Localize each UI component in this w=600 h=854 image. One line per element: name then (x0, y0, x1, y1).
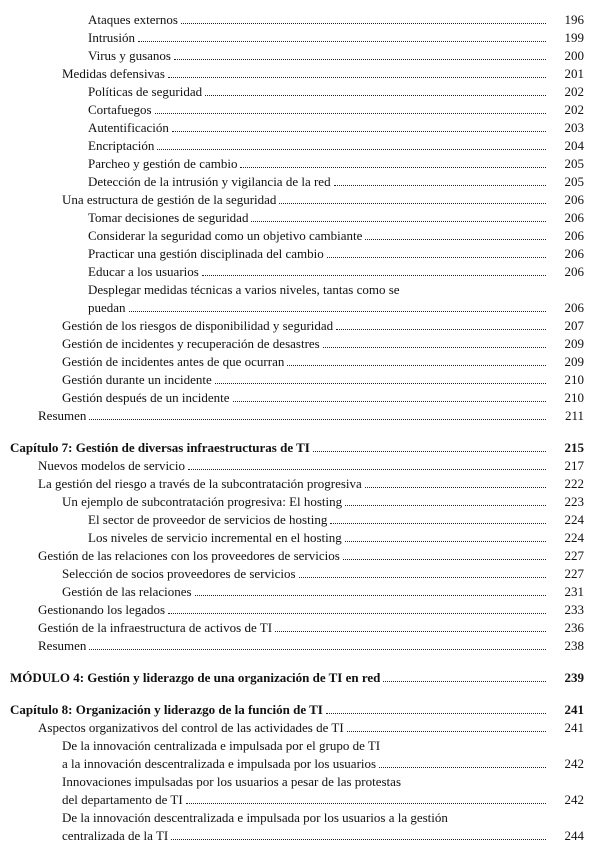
dot-leader (323, 347, 546, 348)
toc-page-number: 215 (564, 440, 584, 455)
dot-leader (186, 803, 546, 804)
dot-leader (334, 185, 546, 186)
toc-entry-title: Políticas de seguridad (88, 84, 203, 99)
dot-leader (157, 149, 546, 150)
toc-entry (0, 736, 600, 754)
toc-entry (0, 456, 600, 474)
toc-entry (0, 668, 600, 686)
toc-entry-title: Medidas defensivas (62, 66, 165, 81)
toc-page-number: 202 (564, 102, 584, 117)
toc-entry (0, 474, 600, 492)
dot-leader (345, 541, 546, 542)
toc-entry-title: El sector de proveedor de servicios de hosting (88, 512, 328, 527)
dot-leader (155, 113, 546, 114)
toc-page-number: 196 (564, 12, 584, 27)
toc-entry (0, 438, 600, 456)
toc-entry (0, 528, 600, 546)
toc-page-number: 231 (564, 584, 584, 599)
toc-entry-title: puedan (88, 300, 126, 315)
toc-page-number: 242 (564, 792, 584, 807)
toc-entry-title: Una estructura de gestión de la seguridad (62, 192, 277, 207)
dot-leader (330, 523, 546, 524)
toc-entry (0, 208, 600, 226)
toc-entry-title: Capítulo 8: Organización y liderazgo de la función de TI (10, 702, 323, 717)
toc-entry (0, 582, 600, 600)
toc-entry (0, 388, 600, 406)
toc-entry-title: Encriptación (88, 138, 155, 153)
toc-entry (0, 370, 600, 388)
toc-page-number: 210 (564, 390, 584, 405)
toc-page-number: 202 (564, 84, 584, 99)
toc-entry (0, 352, 600, 370)
toc-entry (0, 636, 600, 654)
dot-leader (383, 681, 546, 682)
toc-entry (0, 136, 600, 154)
toc-entry (0, 334, 600, 352)
dot-leader (343, 559, 546, 560)
toc-entry-title: Parcheo y gestión de cambio (88, 156, 238, 171)
toc-entry (0, 28, 600, 46)
toc-entry-title: Selección de socios proveedores de servicios (62, 566, 296, 581)
toc-entry-title: Autentificación (88, 120, 169, 135)
toc-entry-title: MÓDULO 4: Gestión y liderazgo de una organización de TI en red (10, 670, 381, 685)
toc-page-number: 200 (564, 48, 584, 63)
toc-entry-title: Gestión de incidentes y recuperación de desastres (62, 336, 320, 351)
dot-leader (299, 577, 546, 578)
toc-page-number: 206 (564, 264, 584, 279)
toc-entry-title: Gestión después de un incidente (62, 390, 230, 405)
toc-entry-title: Un ejemplo de subcontratación progresiva: El hosting (62, 494, 343, 509)
dot-leader (240, 167, 546, 168)
toc-entry (0, 618, 600, 636)
dot-leader (138, 41, 546, 42)
toc-page-number: 205 (564, 174, 584, 189)
toc-page-number: 210 (564, 372, 584, 387)
toc-entry (0, 280, 600, 298)
toc-entry (0, 244, 600, 262)
toc-entry-title: Educar a los usuarios (88, 264, 199, 279)
toc-entry-title: Nuevos modelos de servicio (38, 458, 185, 473)
toc-entry (0, 510, 600, 528)
toc-page-number: 207 (564, 318, 584, 333)
dot-leader (89, 419, 546, 420)
toc-entry-title: del departamento de TI (62, 792, 183, 807)
dot-leader (379, 767, 546, 768)
dot-leader (251, 221, 546, 222)
dot-leader (168, 77, 546, 78)
toc-entry (0, 64, 600, 82)
toc-entry-title: Detección de la intrusión y vigilancia de la red (88, 174, 331, 189)
toc-page-number: 199 (564, 30, 584, 45)
toc-entry (0, 564, 600, 582)
toc-entry-title: Gestión de las relaciones (62, 584, 192, 599)
toc-entry (0, 172, 600, 190)
toc-entry-title: Gestión de los riesgos de disponibilidad y seguridad (62, 318, 334, 333)
toc-page-number: 241 (564, 702, 584, 717)
toc-page-number: 206 (564, 228, 584, 243)
toc-entry-title: Resumen (38, 408, 87, 423)
dot-leader (205, 95, 546, 96)
toc-entry (0, 790, 600, 808)
toc-page-number: 236 (564, 620, 584, 635)
toc-entry (0, 808, 600, 826)
toc-entry (0, 190, 600, 208)
toc-page-number: 227 (564, 566, 584, 581)
toc-entry (0, 718, 600, 736)
toc-page-number: 204 (564, 138, 584, 153)
toc-entry (0, 118, 600, 136)
toc-page-number: 205 (564, 156, 584, 171)
toc-page-number: 224 (564, 530, 584, 545)
dot-leader (347, 731, 546, 732)
toc-entry-title: a la innovación descentralizada e impulsada por los usuarios (62, 756, 377, 771)
toc-page-number: 223 (564, 494, 584, 509)
dot-leader (188, 469, 546, 470)
toc-entry-title: Desplegar medidas técnicas a varios niveles, tantas como se (88, 282, 400, 297)
dot-leader (326, 713, 546, 714)
dot-leader (215, 383, 546, 384)
toc-page-number: 209 (564, 336, 584, 351)
toc-entry-title: Los niveles de servicio incremental en el hosting (88, 530, 342, 545)
toc-entry-title: Gestión de la infraestructura de activos de TI (38, 620, 273, 635)
dot-leader (275, 631, 546, 632)
toc-entry-title: De la innovación descentralizada e impulsada por los usuarios a la gestión (62, 810, 448, 825)
toc-entry (0, 406, 600, 424)
toc-page-number: 206 (564, 300, 584, 315)
toc-entry (0, 826, 600, 844)
dot-leader (89, 649, 546, 650)
dot-leader (336, 329, 546, 330)
toc-entry (0, 700, 600, 718)
toc-entry-title: Intrusión (88, 30, 135, 45)
toc-page-number: 206 (564, 246, 584, 261)
dot-leader (129, 311, 546, 312)
toc-entry (0, 316, 600, 334)
dot-leader (233, 401, 546, 402)
toc-entry (0, 82, 600, 100)
toc-entry (0, 600, 600, 618)
toc-entry-title: Capítulo 7: Gestión de diversas infraestructuras de TI (10, 440, 310, 455)
toc-entry-title: Cortafuegos (88, 102, 152, 117)
toc-entry-title: Gestionando los legados (38, 602, 166, 617)
toc-entry-title: centralizada de la TI (62, 828, 169, 843)
toc-page-number: 209 (564, 354, 584, 369)
dot-leader (365, 487, 546, 488)
dot-leader (287, 365, 546, 366)
toc-page-number: 239 (564, 670, 584, 685)
toc-entry-title: La gestión del riesgo a través de la subcontratación progresiva (38, 476, 362, 491)
toc-entry-title: Practicar una gestión disciplinada del cambio (88, 246, 324, 261)
toc-page-number: 227 (564, 548, 584, 563)
toc-entry-title: Gestión durante un incidente (62, 372, 212, 387)
dot-leader (181, 23, 546, 24)
dot-leader (279, 203, 546, 204)
toc-entry (0, 10, 600, 28)
toc-page-number: 206 (564, 210, 584, 225)
toc-entry-title: Resumen (38, 638, 87, 653)
toc-page-number: 244 (564, 828, 584, 843)
toc-entry (0, 298, 600, 316)
toc-entry-title: Ataques externos (88, 12, 178, 27)
toc-entry (0, 492, 600, 510)
toc-page-number: 233 (564, 602, 584, 617)
dot-leader (195, 595, 546, 596)
toc-entry (0, 262, 600, 280)
toc-page-number: 217 (564, 458, 584, 473)
toc-entry-title: Gestión de incidentes antes de que ocurran (62, 354, 285, 369)
dot-leader (202, 275, 546, 276)
toc-entry (0, 772, 600, 790)
dot-leader (171, 839, 546, 840)
toc-entry (0, 154, 600, 172)
toc-page-number: 222 (564, 476, 584, 491)
toc-page-number: 203 (564, 120, 584, 135)
toc-entry (0, 46, 600, 64)
toc-entry (0, 754, 600, 772)
toc-page-number: 242 (564, 756, 584, 771)
toc-entry-title: Aspectos organizativos del control de las actividades de TI (38, 720, 344, 735)
dot-leader (365, 239, 546, 240)
toc-entry (0, 226, 600, 244)
dot-leader (313, 451, 546, 452)
toc-page-number: 206 (564, 192, 584, 207)
toc-entry-title: De la innovación centralizada e impulsada por el grupo de TI (62, 738, 381, 753)
toc-entry (0, 546, 600, 564)
toc-page-number: 238 (564, 638, 584, 653)
toc-entry-title: Virus y gusanos (88, 48, 171, 63)
toc-entry-title: Gestión de las relaciones con los proveedores de servicios (38, 548, 340, 563)
dot-leader (168, 613, 546, 614)
dot-leader (174, 59, 546, 60)
toc-page-number: 201 (564, 66, 584, 81)
toc-entry-title: Innovaciones impulsadas por los usuarios a pesar de las protestas (62, 774, 402, 789)
dot-leader (172, 131, 546, 132)
dot-leader (345, 505, 546, 506)
toc-entry (0, 100, 600, 118)
dot-leader (327, 257, 546, 258)
toc-entry-title: Considerar la seguridad como un objetivo cambiante (88, 228, 363, 243)
toc-entry-title: Tomar decisiones de seguridad (88, 210, 249, 225)
toc-page-number: 224 (564, 512, 584, 527)
toc-page-number: 241 (564, 720, 584, 735)
toc-page-number: 211 (564, 408, 584, 423)
